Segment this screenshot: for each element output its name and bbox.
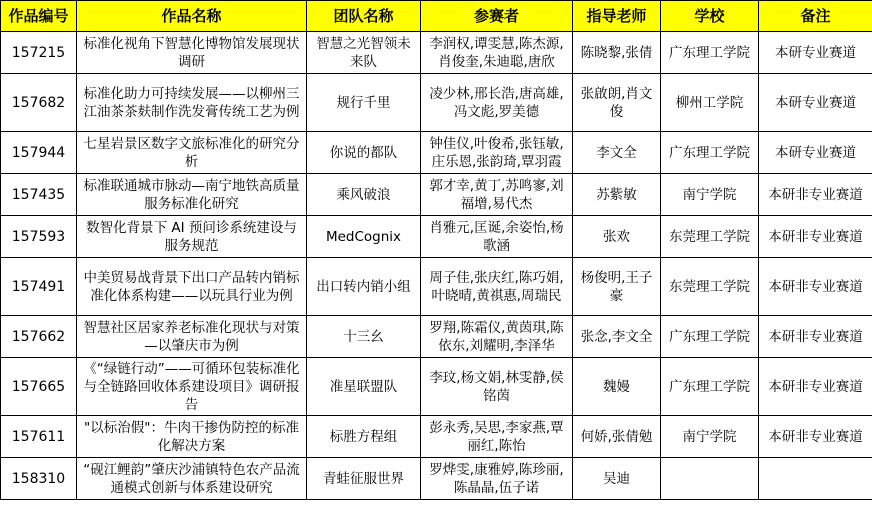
cell-advisor: 何娇,张倩勉 bbox=[573, 416, 661, 458]
header-advisor: 指导老师 bbox=[573, 1, 661, 32]
cell-advisor: 张念,李文全 bbox=[573, 316, 661, 358]
cell-title: 标准化视角下智慧化博物馆发展现状调研 bbox=[77, 32, 307, 74]
cell-advisor: 张啟朗,肖文俊 bbox=[573, 74, 661, 132]
table-row bbox=[1, 32, 872, 74]
cell-note: 本研非专业赛道 bbox=[759, 174, 872, 216]
table-row bbox=[1, 174, 872, 216]
cell-note bbox=[759, 458, 872, 500]
cell-id: 157662 bbox=[1, 316, 77, 358]
cell-members: 罗烨雯,康雅婷,陈珍丽,陈晶晶,伍子诺 bbox=[421, 458, 573, 500]
cell-id: 157682 bbox=[1, 74, 77, 132]
cell-id: 157944 bbox=[1, 132, 77, 174]
cell-team: 青蛙征服世界 bbox=[307, 458, 421, 500]
cell-school: 广东理工学院 bbox=[661, 316, 759, 358]
cell-note: 本研专业赛道 bbox=[759, 74, 872, 132]
cell-advisor: 吴迪 bbox=[573, 458, 661, 500]
cell-note: 本研非专业赛道 bbox=[759, 358, 872, 416]
cell-id: 157215 bbox=[1, 32, 77, 74]
table-row bbox=[1, 74, 872, 132]
cell-title: 智慧社区居家养老标准化现状与对策—以肇庆市为例 bbox=[77, 316, 307, 358]
cell-note: 本研非专业赛道 bbox=[759, 416, 872, 458]
header-row bbox=[1, 1, 872, 32]
cell-id: 157611 bbox=[1, 416, 77, 458]
cell-team: 准星联盟队 bbox=[307, 358, 421, 416]
cell-members: 周子佳,张庆红,陈巧娟,叶晓晴,黄祺惠,周瑞民 bbox=[421, 258, 573, 316]
cell-team: 出口转内销小组 bbox=[307, 258, 421, 316]
table-row bbox=[1, 316, 872, 358]
cell-team: 你说的都队 bbox=[307, 132, 421, 174]
cell-members: 肖雅元,匡诞,余姿怡,杨歌涵 bbox=[421, 216, 573, 258]
header-title: 作品名称 bbox=[77, 1, 307, 32]
cell-advisor: 陈晓黎,张倩 bbox=[573, 32, 661, 74]
cell-id: 158310 bbox=[1, 458, 77, 500]
cell-id: 157665 bbox=[1, 358, 77, 416]
cell-team: 智慧之光智领未来队 bbox=[307, 32, 421, 74]
cell-school: 广东理工学院 bbox=[661, 32, 759, 74]
cell-school: 柳州工学院 bbox=[661, 74, 759, 132]
table-row bbox=[1, 358, 872, 416]
cell-members: 彭永秀,吴思,李家燕,覃丽红,陈怡 bbox=[421, 416, 573, 458]
table-row bbox=[1, 416, 872, 458]
cell-advisor: 杨俊明,王子豪 bbox=[573, 258, 661, 316]
cell-school: 东莞理工学院 bbox=[661, 216, 759, 258]
cell-members: 罗翔,陈霜仪,黄茵琪,陈依东,刘耀明,李泽华 bbox=[421, 316, 573, 358]
cell-members: 李润权,谭雯慧,陈杰源,肖俊奎,朱迪聪,唐欣 bbox=[421, 32, 573, 74]
cell-advisor: 张欢 bbox=[573, 216, 661, 258]
cell-advisor: 魏嫚 bbox=[573, 358, 661, 416]
table-row bbox=[1, 258, 872, 316]
cell-id: 157593 bbox=[1, 216, 77, 258]
cell-title: 中美贸易战背景下出口产品转内销标准化体系构建——以玩具行业为例 bbox=[77, 258, 307, 316]
cell-team: MedCognix bbox=[307, 216, 421, 258]
cell-title: 数智化背景下 AI 预问诊系统建设与服务规范 bbox=[77, 216, 307, 258]
cell-school: 东莞理工学院 bbox=[661, 258, 759, 316]
cell-note: 本研专业赛道 bbox=[759, 32, 872, 74]
cell-members: 凌少林,邢长浩,唐高雄,冯文彪,罗美德 bbox=[421, 74, 573, 132]
cell-title: 七星岩景区数字文旅标准化的研究分析 bbox=[77, 132, 307, 174]
cell-title: 《“绿链行动”——可循环包装标准化与全链路回收体系建设项目》调研报告 bbox=[77, 358, 307, 416]
cell-title: 标准联通城市脉动—南宁地铁高质量服务标准化研究 bbox=[77, 174, 307, 216]
table-row bbox=[1, 458, 872, 500]
header-members: 参赛者 bbox=[421, 1, 573, 32]
header-team: 团队名称 bbox=[307, 1, 421, 32]
cell-title: 标准化助力可持续发展——以柳州三江油茶茶麸制作洗发膏传统工艺为例 bbox=[77, 74, 307, 132]
cell-note: 本研非专业赛道 bbox=[759, 316, 872, 358]
cell-advisor: 李文全 bbox=[573, 132, 661, 174]
header-school: 学校 bbox=[661, 1, 759, 32]
table-row bbox=[1, 132, 872, 174]
cell-title: "以标治假"：牛肉干掺伪防控的标准化解决方案 bbox=[77, 416, 307, 458]
cell-team: 乘风破浪 bbox=[307, 174, 421, 216]
cell-members: 李玟,杨文娟,林雯静,侯铭茵 bbox=[421, 358, 573, 416]
cell-school: 广东理工学院 bbox=[661, 358, 759, 416]
cell-team: 规行千里 bbox=[307, 74, 421, 132]
cell-school: 南宁学院 bbox=[661, 416, 759, 458]
table-row bbox=[1, 216, 872, 258]
cell-members: 钟佳仪,叶俊希,张钰敏,庄乐恩,张韵琦,覃羽霞 bbox=[421, 132, 573, 174]
header-note: 备注 bbox=[759, 1, 872, 32]
cell-title: “砚江鲤韵”肇庆沙浦镇特色农产品流通模式创新与体系建设研究 bbox=[77, 458, 307, 500]
cell-school: 广东理工学院 bbox=[661, 132, 759, 174]
cell-advisor: 苏紫敏 bbox=[573, 174, 661, 216]
cell-members: 郭才幸,黄丁,苏鸣寥,刘福增,易代杰 bbox=[421, 174, 573, 216]
cell-id: 157491 bbox=[1, 258, 77, 316]
cell-note: 本研非专业赛道 bbox=[759, 258, 872, 316]
cell-note: 本研非专业赛道 bbox=[759, 216, 872, 258]
cell-school bbox=[661, 458, 759, 500]
cell-id: 157435 bbox=[1, 174, 77, 216]
cell-team: 十三幺 bbox=[307, 316, 421, 358]
header-id: 作品编号 bbox=[1, 1, 77, 32]
cell-team: 标胜方程组 bbox=[307, 416, 421, 458]
cell-school: 南宁学院 bbox=[661, 174, 759, 216]
cell-note: 本研专业赛道 bbox=[759, 132, 872, 174]
